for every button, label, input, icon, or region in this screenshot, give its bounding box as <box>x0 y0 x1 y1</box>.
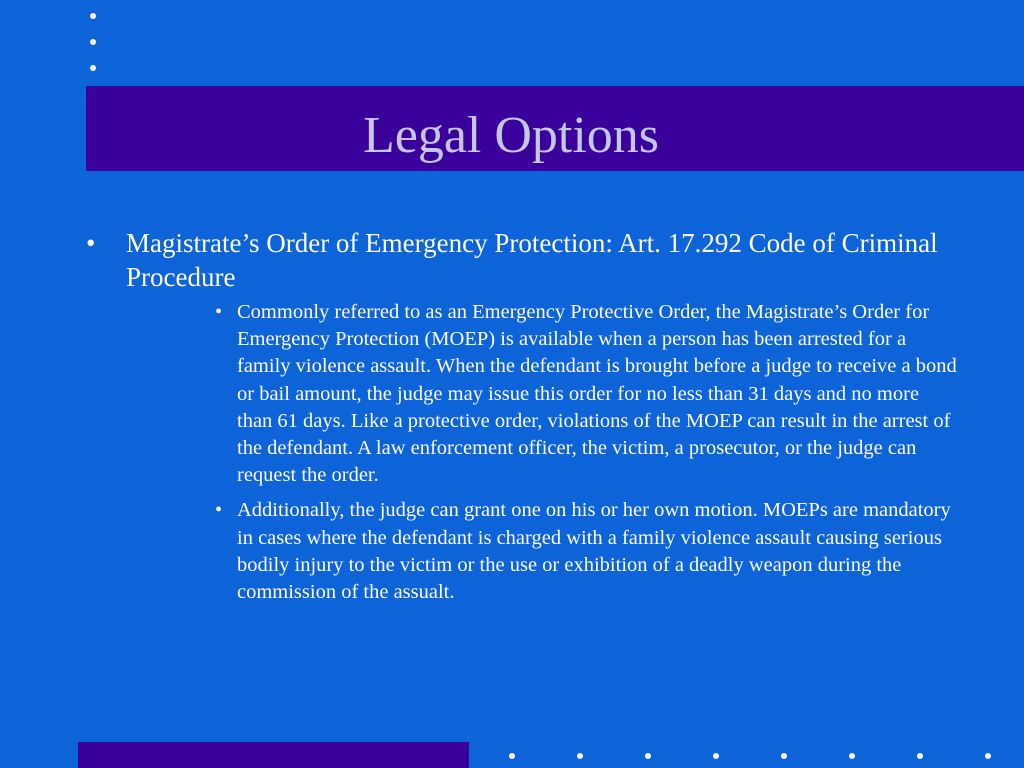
sub-bullet-marker: • <box>215 499 223 522</box>
decorative-dot <box>645 753 651 759</box>
decorative-dot <box>849 753 855 759</box>
slide-title: Legal Options <box>362 107 660 164</box>
sub-bullet-marker: • <box>215 301 223 323</box>
sub-bullet-item <box>215 299 957 489</box>
decorative-dot <box>781 753 787 759</box>
decorative-dot <box>713 753 719 759</box>
decorative-dot <box>90 65 96 71</box>
sub-bullet-text: Commonly referred to as an Emergency Protective Order, the Magistrate’s Order for Emergency Protection (MOEP) is available when a person has been arrested for a family violence assault. When the defendant is brought before a judge to receive a bond or bail amount, the judge may issue this order for no less than 31 days and no more than 61 days. Like a protective order, violations of the MOEP can result in the arrest of the defendant. A law enforcement officer, the victim, a prosecutor, or the judge can request the order. <box>237 301 957 487</box>
slide-body <box>86 226 957 614</box>
bullet-text: Magistrate’s Order of Emergency Protection: Art. 17.292 Code of Criminal Procedure <box>126 228 938 292</box>
decorative-dot <box>90 39 96 45</box>
bullet-item <box>86 226 946 294</box>
decorative-dot <box>917 753 923 759</box>
bullet-marker: • <box>86 228 96 258</box>
decorative-dot <box>577 753 583 759</box>
sub-bullet-item <box>215 497 957 606</box>
decorative-dot <box>509 753 515 759</box>
decorative-dot <box>90 13 96 19</box>
footer-band <box>78 742 469 768</box>
sub-bullet-text: Additionally, the judge can grant one on his or her own motion. MOEPs are mandatory in cases where the defendant is charged with a family violence assault causing serious bodily injury to the victim or the use or exhibition of a deadly weapon during the commission of the assualt. <box>237 499 951 604</box>
decorative-dot <box>985 753 991 759</box>
